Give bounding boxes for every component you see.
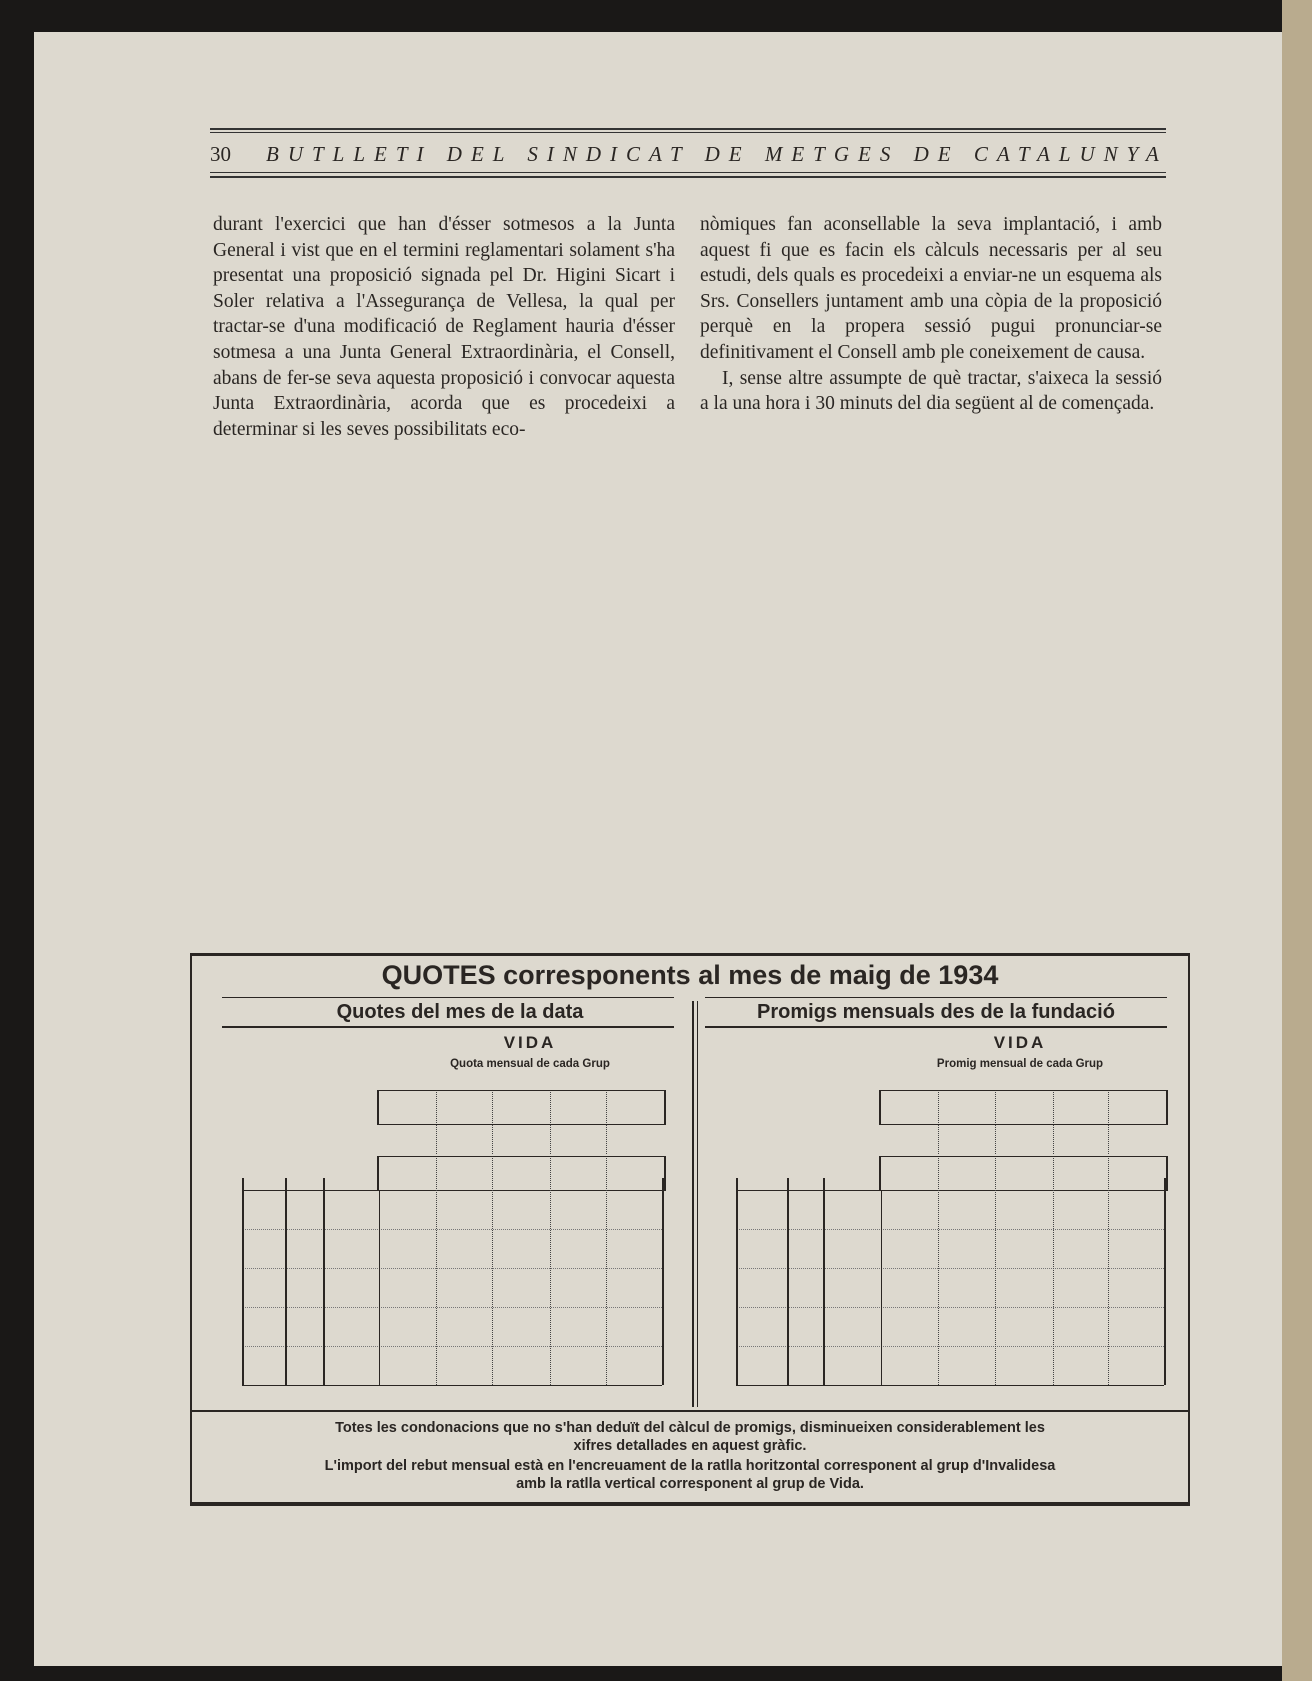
left-vida-sub: Quota mensual de cada Grup [450,1058,610,1070]
invalidesa-label [697,1190,719,1385]
rule [664,1090,666,1125]
rule [736,1190,1164,1191]
divider [995,1158,996,1189]
row-divider [736,1307,1164,1308]
rule [377,1156,379,1191]
column-rule [881,1190,882,1385]
rule [736,1385,1164,1386]
note-1b: xifres detallades en aquest gràfic. [573,1438,807,1454]
column-rule [787,1178,789,1385]
left-vida: VIDA [503,1033,557,1052]
invalidesa-sub-label [220,1190,236,1385]
combinations-side-label [1168,1190,1184,1385]
divider [606,1190,607,1385]
rule [377,1156,665,1157]
divider [995,1125,996,1154]
journal-title: BUTLLETI DEL SINDICAT DE METGES DE CATALUNYA [266,142,1168,166]
rule [1166,1156,1168,1191]
header-rule-bottom-thin [210,172,1166,173]
rule [190,1410,1190,1412]
rule [705,997,1167,998]
divider [938,1190,939,1385]
note-1a: Totes les condonacions que no s'han deduït del càlcul de promigs, disminueixen considerablement les [335,1420,1045,1436]
running-header [210,142,1166,166]
header-rule-top [210,128,1166,130]
rule [664,1156,666,1191]
divider [436,1190,437,1385]
divider [938,1158,939,1189]
divider [1108,1092,1109,1123]
paragraph: nòmiques fan aconsellable la seva implantació, i amb aquest fi que es facin els càlculs necessaris per al seu estudi, dels quals es procedeixi a enviar-ne un esquema als Srs. Consellers juntament amb una còpia de la proposició perquè en la propera sessió pugui pronunciar-se definitivament el Consell amb ple coneixement de causa. [700,214,1162,363]
column-rule [823,1178,825,1385]
right-heading: Promigs mensuals des de la fundació [757,1001,1115,1023]
divider [606,1092,607,1123]
note-2a: L'import del rebut mensual està en l'encreuament de la ratlla horitzontal corresponent al grup d'Invalidesa [324,1458,1056,1474]
divider [995,1092,996,1123]
rule [1166,1090,1168,1125]
divider [995,1190,996,1385]
rule [222,1026,674,1028]
divider [492,1092,493,1123]
left-heading: Quotes del mes de la data [336,1001,584,1023]
rule [879,1090,881,1125]
row-divider [736,1229,1164,1230]
divider [436,1158,437,1189]
right-vida: VIDA [993,1033,1047,1052]
quotes-frame-bottom [190,1502,1190,1506]
divider [1053,1190,1054,1385]
header-rule-top-thin [210,132,1166,133]
paragraph: I, sense altre assumpte de què tractar, s'aixeca la sessió a la una hora i 30 minuts del dia següent al de començada. [700,367,1162,415]
rule [377,1124,665,1125]
text-column-right [700,212,1162,417]
divider [550,1125,551,1154]
divider [550,1158,551,1189]
center-divider [692,1001,694,1407]
divider [492,1125,493,1154]
page-number: 30 [210,142,231,166]
combinations-side-label [668,1190,684,1385]
rule [879,1156,1167,1157]
divider [1053,1092,1054,1123]
divider [492,1190,493,1385]
rule [377,1090,379,1125]
divider [1108,1125,1109,1154]
rule [222,997,674,998]
divider [492,1158,493,1189]
row-divider [736,1346,1164,1347]
header-rule-bottom [210,176,1166,178]
divider [938,1125,939,1154]
invalidesa-label [197,1190,219,1385]
row-divider [242,1307,662,1308]
column-rule [323,1178,325,1385]
rule [879,1156,881,1191]
rule [242,1385,662,1386]
binding-edge [1282,0,1312,1681]
column-rule [379,1190,380,1385]
row-divider [242,1229,662,1230]
divider [436,1092,437,1123]
divider [1053,1158,1054,1189]
note-2b: amb la ratlla vertical corresponent al grup de Vida. [516,1476,864,1492]
divider [1053,1125,1054,1154]
paragraph: durant l'exercici que han d'ésser sotmesos a la Junta General i vist que en el termini reglamentari solament s'ha presentat una proposició signada pel Dr. Higini Sicart i Soler relativa a l'Assegurança de Vellesa, la qual per tractar-se d'una modificació de Reglament hauria d'ésser sotmesa a una Junta General Extraordinària, el Consell, abans de fer-se seva aquesta proposició i convocar aquesta Junta Extraordinària, acorda que es procedeixi a determinar si les seves possibilitats eco- [213,214,675,440]
divider [436,1125,437,1154]
rule [879,1124,1167,1125]
rule [705,1026,1167,1028]
rule [377,1090,665,1091]
divider [1108,1158,1109,1189]
right-vida-sub: Promig mensual de cada Grup [936,1058,1104,1070]
divider [550,1092,551,1123]
row-divider [242,1268,662,1269]
invalidesa-sub-label [720,1190,736,1385]
column-rule [285,1178,287,1385]
divider [606,1158,607,1189]
column-rule [662,1178,664,1385]
column-rule [1164,1178,1166,1385]
quotes-title: QUOTES corresponents al mes de maig de 1934 [381,960,999,990]
divider [938,1092,939,1123]
rule [242,1190,662,1191]
divider [606,1125,607,1154]
row-divider [736,1268,1164,1269]
column-rule [242,1178,244,1385]
text-column-left [213,212,675,442]
divider [550,1190,551,1385]
row-divider [242,1346,662,1347]
rule [879,1090,1167,1091]
divider [1108,1190,1109,1385]
